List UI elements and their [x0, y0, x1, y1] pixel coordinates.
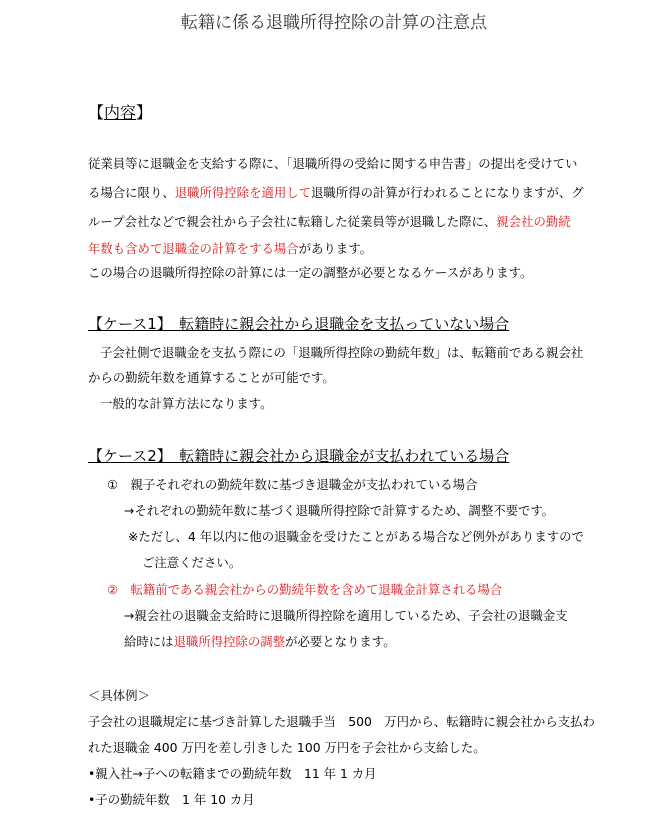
case2-item-2-line-2-b: が必要となります。: [285, 634, 396, 649]
intro-line-5: この場合の退職所得控除の計算には一定の調整が必要となるケースがあります。: [88, 265, 533, 280]
case1-heading: 【ケース1】 転籍時に親会社から退職金を支払っていない場合: [88, 315, 510, 333]
case2-item-2-line-2: [124, 629, 396, 655]
intro-line-4: [88, 236, 372, 262]
intro-line-3: [88, 209, 571, 235]
case2-item-2-arrow: →親会社の退職金支給時に退職所得控除を適用しているため、子会社の退職金支: [124, 608, 568, 623]
intro-highlight-oyagaisha: 親会社の勤続: [496, 214, 571, 229]
case1-line-3: 一般的な計算方法になります。: [100, 396, 273, 411]
example-line-1: 子会社の退職規定に基づき計算した退職手当 500 万円から、転籍時に親会社から支払わ: [88, 714, 595, 729]
case2-item-1: ① 親子それぞれの勤続年数に基づき退職金が支払われている場合: [107, 477, 478, 492]
case1-line-2: からの勤続年数を通算することが可能です。: [88, 370, 335, 385]
intro-highlight-nensu: 年数も含めて退職金の計算をする場合: [88, 241, 299, 256]
intro-highlight-taishoku: 退職所得控除を適用して: [174, 185, 312, 200]
heading-close-bracket: 】: [136, 103, 153, 122]
intro-line-1: 従業員等に退職金を支給する際に、「退職所得の受給に関する申告書」の提出を受けてい: [88, 156, 578, 171]
case2-item-1-note: ※ただし、4 年以内に他の退職金を受けたことがある場合など例外がありますので: [128, 529, 584, 544]
case2-item-1-arrow: →それぞれの勤続年数に基づく退職所得控除で計算するため、調整不要です。: [124, 503, 555, 518]
example-line-2: れた退職金 400 万円を差し引きした 100 万円を子会社から支給した。: [88, 740, 486, 755]
example-heading: ＜具体例＞: [88, 688, 150, 703]
heading-open-bracket: 【: [88, 103, 105, 122]
case2-highlight-chosei: 退職所得控除の調整: [173, 634, 286, 649]
case2-item-2: ② 転籍前である親会社からの勤続年数を含めて退職金計算される場合: [107, 582, 503, 597]
document-title: 転籍に係る退職所得控除の計算の注意点: [181, 13, 487, 33]
intro-line-3-a: ループ会社などで親会社から子会社に転籍した従業員等が退職した際に、: [88, 214, 497, 229]
intro-line-2: [88, 180, 584, 206]
intro-line-2-a: る場合に限り、: [88, 185, 175, 200]
heading-text: 内容: [104, 103, 137, 122]
case2-item-2-line-2-a: 給時には: [124, 634, 174, 649]
case1-line-1: 子会社側で退職金を支払う際にの「退職所得控除の勤続年数」は、転籍前である親会社: [100, 345, 584, 360]
section-heading-naiyou: [88, 100, 152, 123]
intro-line-4-b: があります。: [298, 241, 372, 256]
case2-heading: 【ケース2】 転籍時に親会社から退職金が支払われている場合: [88, 447, 510, 465]
intro-line-2-b: 退職所得の計算が行われることになりますが、グ: [311, 185, 584, 200]
example-bullet-1: •親入社→子への転籍までの勤続年数 11 年 1 カ月: [88, 766, 377, 781]
case2-item-1-note-2: ご注意ください。: [142, 555, 242, 570]
example-bullet-2: •子の勤続年数 1 年 10 カ月: [88, 792, 255, 807]
